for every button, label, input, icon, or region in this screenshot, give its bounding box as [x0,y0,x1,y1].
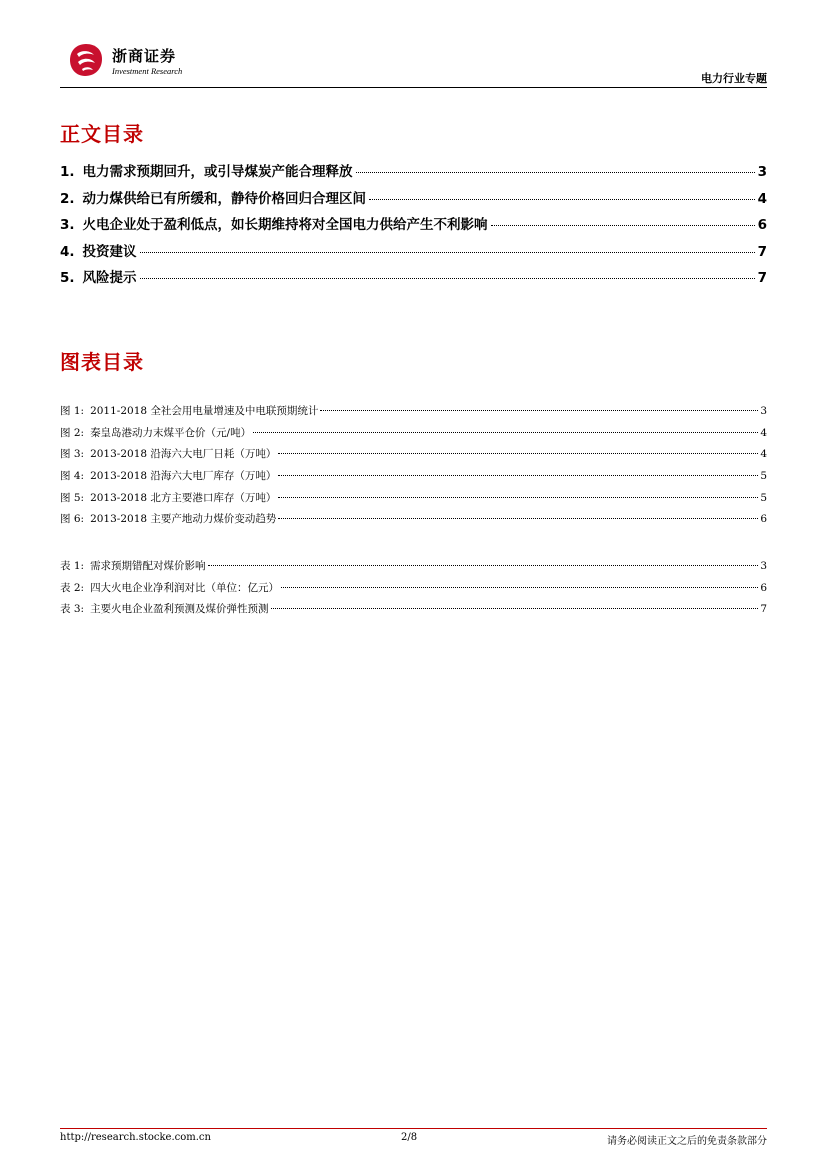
footer-disclaimer: 请务必阅读正文之后的免责条款部分 [607,1136,767,1147]
toc-item[interactable] [60,240,767,267]
table-list-item[interactable] [60,558,767,580]
chart-label: 图 4: [60,470,85,483]
chart-leader [320,410,758,411]
chart-caption: 2013-2018 主要产地动力煤价变动趋势 [90,513,277,526]
chart-page: 5 [760,491,767,504]
chart-leader [253,432,758,433]
chart-label: 图 5: [60,491,85,504]
toc-item-number: 1. [60,164,75,180]
chart-leader [278,453,758,454]
chart-leader [278,497,758,498]
table-leader [281,587,758,588]
document-type: 电力行业专题 [701,72,767,85]
chart-label: 图 2: [60,426,85,439]
toc-item-text: 动力煤供给已有所缓和，静待价格回归合理区间 [82,190,367,207]
chart-page: 4 [760,426,767,439]
chart-list-item[interactable] [60,446,767,468]
logo-en-text: Investment Research [112,66,183,76]
chart-caption: 2013-2018 沿海六大电厂库存（万吨） [90,470,277,483]
toc-item-text: 电力需求预期回升，或引导煤炭产能合理释放 [82,164,353,180]
table-caption: 四大火电企业净利润对比（单位：亿元） [90,581,280,594]
table-label: 表 2: [60,581,85,594]
toc-item-page: 4 [757,190,767,207]
toc-item-text: 风险提示 [82,270,137,286]
toc-item[interactable] [60,213,767,240]
zheshang-logo-icon [68,42,104,78]
toc-leader [140,278,755,279]
chart-caption: 2013-2018 沿海六大电厂日耗（万吨） [90,448,277,461]
logo-cn-text: 浙商证券 [112,47,177,65]
chart-label: 图 6: [60,513,85,526]
toc-list [60,160,767,293]
table-label: 表 1: [60,560,85,572]
chart-caption: 2011-2018 全社会用电量增速及中电联预期统计 [90,405,319,417]
toc-item-page: 3 [757,164,767,180]
table-page: 7 [760,603,767,616]
toc-leader [491,225,755,226]
chart-list-item[interactable] [60,425,767,447]
chart-list-item[interactable] [60,403,767,425]
toc-item[interactable] [60,160,767,187]
footer-page-number: 2/8 [401,1132,418,1143]
table-list-item[interactable] [60,580,767,602]
toc-item-text: 投资建议 [82,243,137,260]
toc-item-number: 3. [60,217,75,233]
footer-url[interactable]: http://research.stocke.com.cn [60,1132,211,1143]
toc-item-page: 7 [757,243,767,260]
chart-label: 图 3: [60,448,85,461]
chart-page: 6 [760,513,767,526]
page-header [60,38,767,88]
table-list-item[interactable] [60,601,767,623]
chart-page: 3 [760,405,767,417]
chart-list-item[interactable] [60,511,767,533]
chart-leader [278,518,758,519]
toc-item[interactable] [60,266,767,293]
toc-title: 正文目录 [60,122,144,146]
table-page: 3 [760,560,767,572]
chart-label: 图 1: [60,405,85,417]
toc-item-text: 火电企业处于盈利低点，如长期维持将对全国电力供给产生不利影响 [82,217,488,233]
chart-list-item[interactable] [60,490,767,512]
toc-leader [140,252,755,253]
chart-page: 5 [760,470,767,483]
chart-caption: 秦皇岛港动力末煤平仓价（元/吨） [90,426,252,439]
chart-caption: 2013-2018 北方主要港口库存（万吨） [90,491,277,504]
toc-item[interactable] [60,187,767,214]
toc-item-page: 7 [757,270,767,286]
toc-item-number: 4. [60,243,75,260]
chart-list [60,403,767,533]
table-page: 6 [760,581,767,594]
chart-leader [278,475,758,476]
toc-item-page: 6 [757,217,767,233]
toc-item-number: 5. [60,270,75,286]
figures-title: 图表目录 [60,350,144,374]
toc-leader [369,199,755,200]
header-divider [60,87,767,88]
footer-divider [60,1128,767,1129]
chart-page: 4 [760,448,767,461]
table-leader [271,608,759,609]
chart-list-item[interactable] [60,468,767,490]
table-label: 表 3: [60,603,85,616]
table-list [60,558,767,623]
table-caption: 主要火电企业盈利预测及煤价弹性预测 [90,603,269,616]
table-leader [208,565,759,566]
table-caption: 需求预期错配对煤价影响 [90,560,206,572]
toc-leader [356,172,755,173]
toc-item-number: 2. [60,190,75,207]
